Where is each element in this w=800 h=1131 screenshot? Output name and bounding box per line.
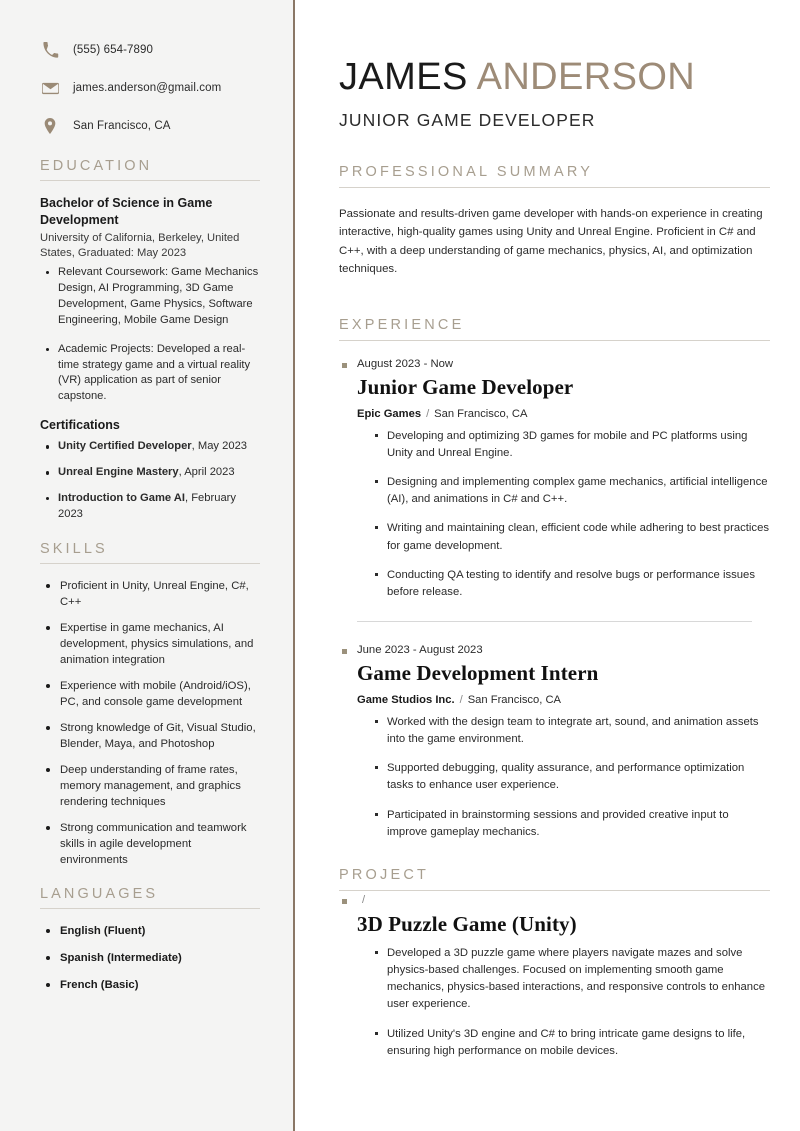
certification-name: Unity Certified Developer <box>58 440 192 453</box>
section-languages <box>40 886 260 993</box>
list-item: English (Fluent) <box>60 923 260 939</box>
entry-role: Game Development Intern <box>357 661 599 686</box>
section-certifications <box>40 418 260 523</box>
certification-date: , May 2023 <box>191 440 248 453</box>
certifications-heading: Certifications <box>40 418 120 433</box>
entry-divider <box>357 621 752 622</box>
skills-heading: SKILLS <box>40 540 108 557</box>
entry-bullets <box>375 428 770 601</box>
certifications-list <box>40 439 260 523</box>
project-entry <box>339 894 770 1060</box>
org-separator: / <box>426 407 430 420</box>
languages-heading: LANGUAGES <box>40 886 159 903</box>
list-item: Designing and implementing complex game mechanics, artificial intelligence (AI), and animations in C# and C++. <box>375 474 770 508</box>
contact-list <box>40 40 260 136</box>
skills-list <box>40 578 260 868</box>
entry-location: San Francisco, CA <box>467 694 561 707</box>
languages-list <box>40 923 260 993</box>
page-title <box>339 58 770 98</box>
entry-org <box>357 408 770 420</box>
certification-date: , April 2023 <box>178 466 235 479</box>
certification-date: , February 2023 <box>58 492 236 520</box>
org-separator: / <box>459 694 463 707</box>
list-item: Strong communication and teamwork skills in agile development environments <box>60 820 260 868</box>
summary-heading: PROFESSIONAL SUMMARY <box>339 163 594 180</box>
skills-rule <box>40 563 260 564</box>
location-pin-icon <box>40 116 60 136</box>
list-item: Strong knowledge of Git, Visual Studio, Blender, Maya, and Photoshop <box>60 720 260 752</box>
entry-role: Junior Game Developer <box>357 374 574 399</box>
list-item: Proficient in Unity, Unreal Engine, C#, C++ <box>60 578 260 610</box>
main-content <box>295 0 800 1131</box>
entry-org <box>357 694 770 706</box>
section-education <box>40 158 260 405</box>
list-item: Spanish (Intermediate) <box>60 950 260 966</box>
section-skills <box>40 541 260 868</box>
org-separator: / <box>362 893 366 906</box>
list-item <box>58 465 260 481</box>
summary-text: Passionate and results-driven game developer with hands-on experience in creating interactive, high-quality games using Unity and Unreal Engine. Proficient in C# and C++, with a deep understanding of game mechanics, physics, AI, and optimization techniques. <box>339 207 763 276</box>
section-project <box>339 867 770 1060</box>
list-item: Developing and optimizing 3D games for mobile and PC platforms using Unity and Unreal Engine. <box>375 428 770 462</box>
contact-location <box>40 116 260 136</box>
education-bullets <box>40 265 260 405</box>
experience-entry <box>339 358 770 601</box>
last-name: ANDERSON <box>476 56 696 98</box>
list-item: Expertise in game mechanics, AI development, physics simulations, and animation integration <box>60 620 260 668</box>
project-heading: PROJECT <box>339 866 430 883</box>
list-item: Experience with mobile (Android/iOS), PC, and console game development <box>60 678 260 710</box>
entry-date: June 2023 - August 2023 <box>339 644 770 656</box>
entry-date: August 2023 - Now <box>339 358 770 370</box>
project-rule <box>339 890 770 891</box>
experience-heading: EXPERIENCE <box>339 316 465 333</box>
entry-bullets <box>375 714 770 841</box>
languages-rule <box>40 908 260 909</box>
education-degree: Bachelor of Science in Game Development <box>40 196 213 227</box>
list-item: Participated in brainstorming sessions and provided creative input to improve gameplay mechanics. <box>375 807 770 841</box>
education-heading: EDUCATION <box>40 158 153 174</box>
sidebar <box>0 0 295 1131</box>
list-item: Utilized Unity's 3D engine and C# to bring intricate game designs to life, ensuring high performance on mobile devices. <box>375 1026 770 1060</box>
experience-entry <box>339 644 770 841</box>
envelope-icon <box>40 78 60 98</box>
phone-icon <box>40 40 60 60</box>
list-item: French (Basic) <box>60 977 260 993</box>
first-name: JAMES <box>339 56 468 98</box>
entry-role: 3D Puzzle Game (Unity) <box>357 911 577 936</box>
job-title: JUNIOR GAME DEVELOPER <box>339 109 596 130</box>
certification-name: Unreal Engine Mastery <box>58 466 179 479</box>
entry-org <box>357 894 770 906</box>
company-name: Epic Games <box>357 407 422 420</box>
phone-value: (555) 654-7890 <box>73 44 154 56</box>
contact-email <box>40 78 260 98</box>
list-item: Worked with the design team to integrate art, sound, and animation assets into the game environment. <box>375 714 770 748</box>
entry-bullets <box>375 945 770 1060</box>
list-item: Developed a 3D puzzle game where players navigate mazes and solve physics-based challenges. Focused on implementing smooth game mechanics, physics-based interactions, and responsive controls to enhance user experience. <box>375 945 770 1014</box>
location-value: San Francisco, CA <box>73 120 171 132</box>
list-item: Deep understanding of frame rates, memory management, and graphics rendering techniques <box>60 762 260 810</box>
education-rule <box>40 180 260 181</box>
list-item: Academic Projects: Developed a real-time strategy game and a virtual reality (VR) application as part of senior capstone. <box>58 342 260 406</box>
company-name: Game Studios Inc. <box>357 694 455 707</box>
list-item: Conducting QA testing to identify and resolve bugs or performance issues before release. <box>375 567 770 601</box>
section-experience <box>339 317 770 841</box>
list-item: Relevant Coursework: Game Mechanics Design, AI Programming, 3D Game Development, Game Physics, Software Engineering, Mobile Game Design <box>58 265 260 329</box>
summary-rule <box>339 187 770 188</box>
entry-location: San Francisco, CA <box>434 407 528 420</box>
contact-phone <box>40 40 260 60</box>
list-item: Supported debugging, quality assurance, and performance optimization tasks to enhance user experience. <box>375 760 770 794</box>
education-meta: University of California, Berkeley, United States, Graduated: May 2023 <box>40 232 240 259</box>
list-item: Writing and maintaining clean, efficient code while adhering to best practices for game development. <box>375 520 770 554</box>
list-item <box>58 439 260 455</box>
section-professional-summary <box>339 164 770 279</box>
email-value: james.anderson@gmail.com <box>73 82 222 94</box>
list-item <box>58 491 260 523</box>
certification-name: Introduction to Game AI <box>58 492 185 505</box>
experience-rule <box>339 340 770 341</box>
